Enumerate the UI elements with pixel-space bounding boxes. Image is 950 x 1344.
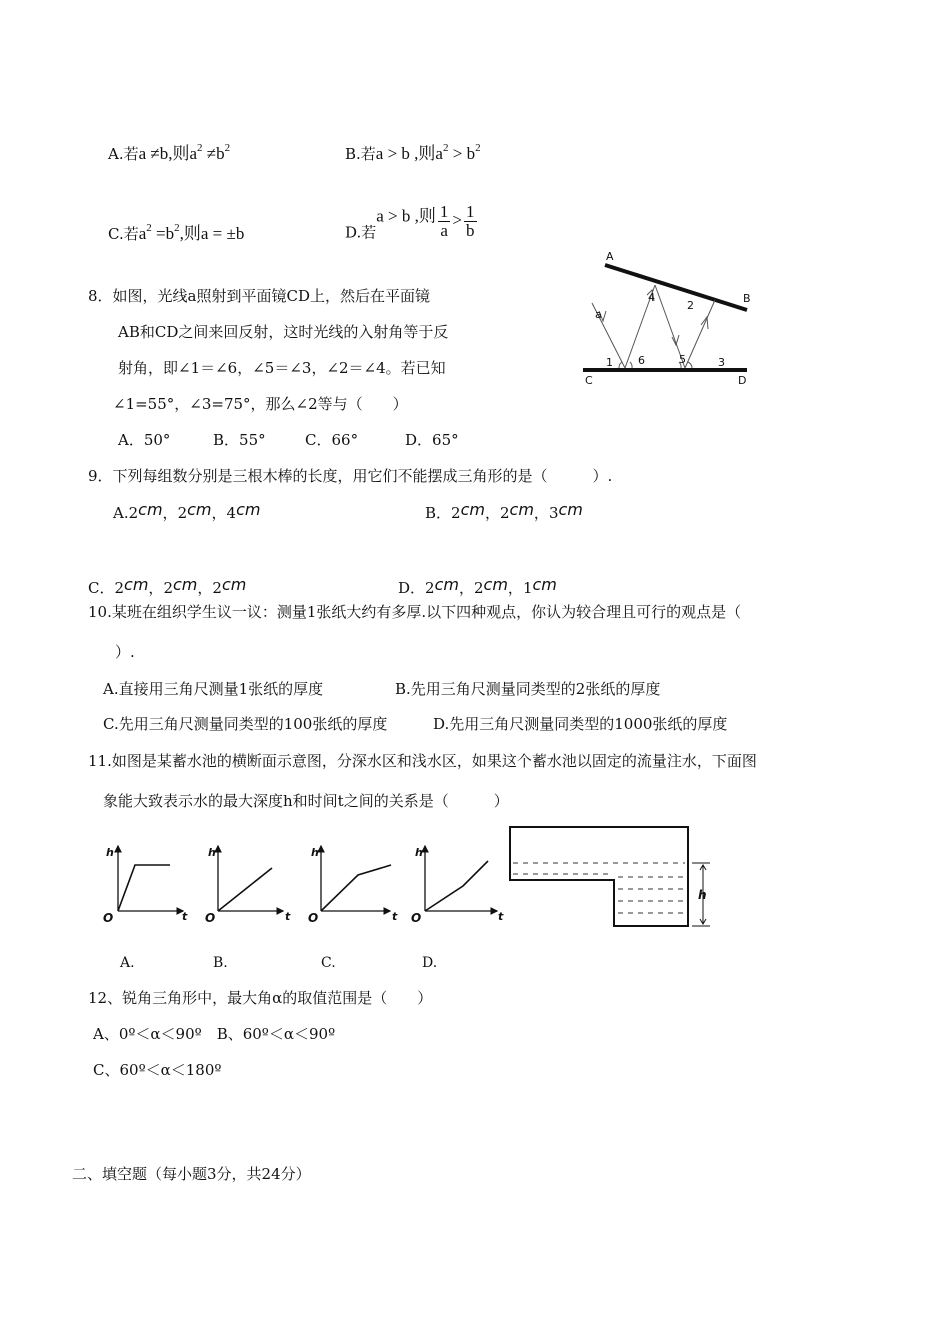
q8-option-a: A．50° xyxy=(118,431,171,449)
fig-label-d: D xyxy=(738,374,747,387)
graph-a xyxy=(118,846,183,911)
svg-text:h: h xyxy=(106,846,114,859)
fig-angle-6: 6 xyxy=(638,354,645,367)
q12-option-c: C、60º＜α＜180º xyxy=(93,1061,222,1079)
q8-line-1: 8．如图，光线a照射到平面镜CD上，然后在平面镜 xyxy=(88,287,430,305)
svg-text:h: h xyxy=(208,846,216,859)
graph-b xyxy=(218,846,283,911)
svg-text:O: O xyxy=(308,911,319,925)
graph-label-c: C. xyxy=(321,955,336,971)
pool-cross-section xyxy=(505,822,720,934)
fig-label-ray-a: a xyxy=(595,308,602,321)
svg-text:O: O xyxy=(103,911,114,925)
q11-line-2: 象能大致表示水的最大深度h和时间t之间的关系是（ ） xyxy=(103,792,509,810)
fig-label-c: C xyxy=(585,374,593,387)
q10-option-b: B.先用三角尺测量同类型的2张纸的厚度 xyxy=(395,680,661,698)
q10-stem: 10.某班在组织学生议一议：测量1张纸大约有多厚.以下四种观点，你认为较合理且可行的观点是（ xyxy=(88,603,742,621)
q12-stem: 12、锐角三角形中，最大角α的取值范围是（ ） xyxy=(88,989,433,1007)
q7-option-c: C.若$a^2 =b^2$,则a = ±b xyxy=(108,222,245,243)
svg-text:h: h xyxy=(415,846,423,859)
fig-label-a: A xyxy=(606,250,614,263)
fig-angle-3: 3 xyxy=(718,356,725,369)
q7-option-b: B.若a > b ,则$a^2 > b^2$ xyxy=(345,142,481,163)
q11-line-1: 11.如图是某蓄水池的横断面示意图，分深水区和浅水区，如果这个蓄水池以固定的流量注水，下面图 xyxy=(88,752,757,770)
q7-option-d: D.若a > b ,则 $\frac{1}{a}$ > $\frac{1}{b}$ xyxy=(345,202,475,242)
q11-graphs xyxy=(85,838,510,928)
svg-text:t: t xyxy=(285,910,291,923)
q10-option-c: C.先用三角尺测量同类型的100张纸的厚度 xyxy=(103,715,388,733)
fig-angle-1: 1 xyxy=(606,356,613,369)
section-title: 二、填空题（每小题3分，共24分） xyxy=(72,1165,311,1183)
graph-label-d: D. xyxy=(422,955,438,971)
fig-label-b: B xyxy=(743,292,751,305)
q9-option-c: C．2cm，2cm，2cm xyxy=(88,575,247,597)
q8-line-4: ∠1=55°，∠3=75°，那么∠2等与（ ） xyxy=(113,395,408,413)
svg-text:h: h xyxy=(311,846,319,859)
graph-label-a: A. xyxy=(120,955,135,971)
fig-angle-2: 2 xyxy=(687,299,694,312)
q7-option-a: A.若a ≠b,则$a^2 \ne b^2$ xyxy=(108,142,231,163)
svg-text:t: t xyxy=(498,910,504,923)
q9-option-d: D．2cm，2cm，1cm xyxy=(398,575,557,597)
q10-stem-end: ）. xyxy=(115,643,135,661)
q7-d-label: D.若 xyxy=(345,223,377,242)
graph-c xyxy=(321,846,391,911)
fig-angle-4: 4 xyxy=(648,291,655,304)
svg-text:O: O xyxy=(205,911,216,925)
fig-angle-5: 5 xyxy=(679,353,686,366)
q8-option-b: B．55° xyxy=(213,431,266,449)
q8-line-2: AB和CD之间来回反射，这时光线的入射角等于反 xyxy=(118,323,449,341)
q9-option-b: B．2cm，2cm，3cm xyxy=(425,500,583,522)
svg-text:t: t xyxy=(392,910,398,923)
pool-depth-label: h xyxy=(698,888,707,902)
q7-b-label: B.若 xyxy=(345,145,376,163)
q9-stem: 9．下列每组数分别是三根木棒的长度，用它们不能摆成三角形的是（ ）. xyxy=(88,467,613,485)
q10-option-a: A.直接用三角尺测量1张纸的厚度 xyxy=(103,680,324,698)
q8-option-c: C．66° xyxy=(305,431,359,449)
q12-options-ab: A、0º＜α＜90º B、60º＜α＜90º xyxy=(93,1025,336,1043)
graph-d xyxy=(425,846,497,911)
svg-text:O: O xyxy=(411,911,422,925)
graph-label-b: B. xyxy=(213,955,228,971)
q10-option-d: D.先用三角尺测量同类型的1000张纸的厚度 xyxy=(433,715,728,733)
mirror-reflection-figure xyxy=(575,245,765,390)
svg-text:t: t xyxy=(182,910,188,923)
q7-c-label: C.若 xyxy=(108,225,139,243)
q7-d-frac-1: $\frac{1}{a}$ xyxy=(439,202,449,240)
q8-line-3: 射角，即∠1＝∠6，∠5＝∠3，∠2＝∠4。若已知 xyxy=(118,359,446,377)
q9-option-a: A.2cm，2cm，4cm xyxy=(113,500,261,522)
q7-d-frac-2: $\frac{1}{b}$ xyxy=(466,202,475,240)
mirror-ab xyxy=(605,265,747,310)
q8-option-d: D．65° xyxy=(405,431,459,449)
q7-a-label: A.若 xyxy=(108,145,139,163)
